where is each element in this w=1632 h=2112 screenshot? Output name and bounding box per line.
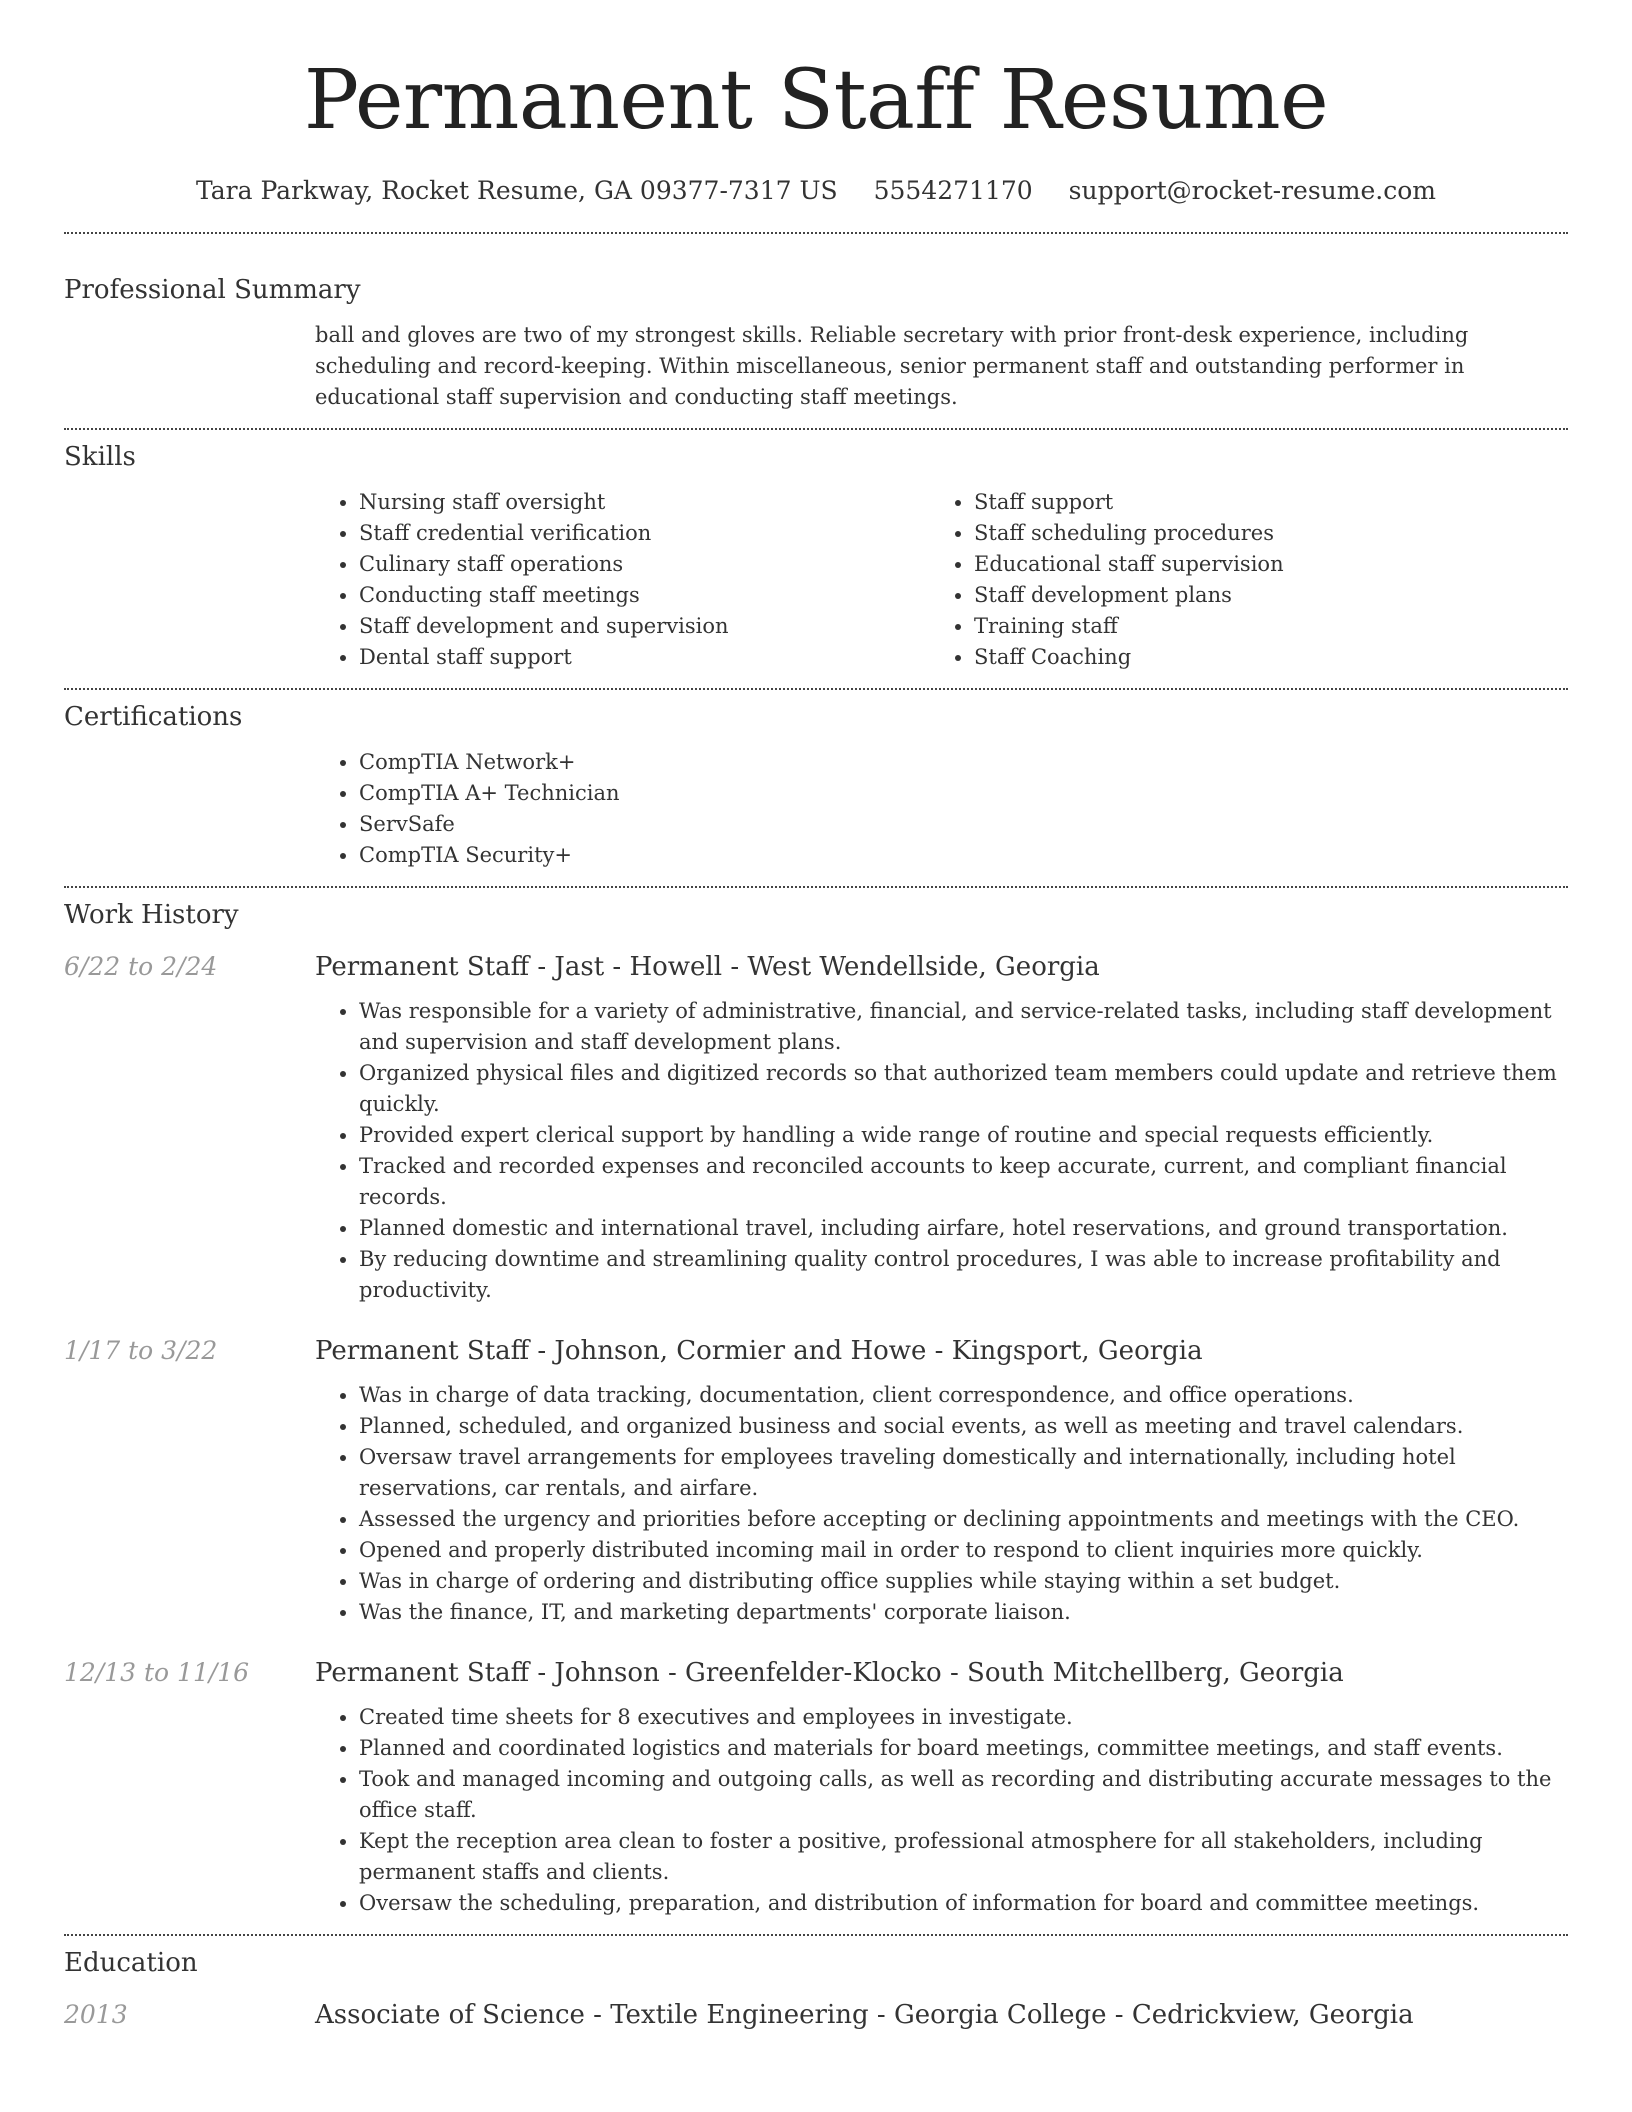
certification-item: • CompTIA Network+: [359, 747, 1568, 778]
education-entry: [64, 2000, 1568, 2030]
certification-item: • CompTIA Security+: [359, 840, 1568, 871]
job-dates: 6/22 to 2/24: [64, 952, 218, 982]
job-bullet: • Was responsible for a variety of administrative, financial, and service-related tasks, including staff development and supervision and staff development plans.: [359, 996, 1575, 1058]
job-bullet: • Provided expert clerical support by handling a wide range of routine and special requests efficiently.: [359, 1120, 1575, 1151]
summary-text: ball and gloves are two of my strongest skills. Reliable secretary with prior front-desk experience, including scheduling and record-keeping. Within miscellaneous, senior permanent staff and outstanding performer in educational staff supervision and conducting staff meetings.: [315, 323, 1469, 410]
skill-item: • Staff Coaching: [974, 642, 1545, 673]
job-bullet: • Planned and coordinated logistics and materials for board meetings, committee meetings, and staff events.: [359, 1733, 1575, 1764]
job-bullet-list: [315, 996, 1575, 1306]
job-header: [64, 952, 1568, 982]
certification-item: • ServSafe: [359, 809, 1568, 840]
work-history-jobs: [64, 952, 1568, 1919]
skills-columns: [315, 487, 1568, 673]
job-title: Permanent Staff - Jast - Howell - West Wendellside, Georgia: [315, 952, 1100, 983]
certification-item: • CompTIA A+ Technician: [359, 778, 1568, 809]
education-entries: [64, 2000, 1568, 2030]
job-bullet: • Kept the reception area clean to foster a positive, professional atmosphere for all stakeholders, including permanent staffs and clients.: [359, 1826, 1575, 1888]
certifications-list: [315, 747, 1568, 871]
job-bullet: • Opened and properly distributed incoming mail in order to respond to client inquiries more quickly.: [359, 1535, 1575, 1566]
job-bullet: • By reducing downtime and streamlining quality control procedures, I was able to increase profitability and productivity.: [359, 1244, 1575, 1306]
resume-title: Permanent Staff Resume: [303, 53, 1329, 148]
job-bullet: • Was in charge of data tracking, documentation, client correspondence, and office operations.: [359, 1380, 1575, 1411]
section-heading-work-history: Work History: [64, 900, 239, 931]
job-bullet: • Oversaw travel arrangements for employees traveling domestically and internationally, including hotel reservations, car rentals, and airfare.: [359, 1442, 1575, 1504]
contact-email: support@rocket-resume.com: [1068, 176, 1436, 206]
skill-item: • Culinary staff operations: [359, 549, 930, 580]
section-summary: [64, 234, 1568, 413]
skill-item: • Training staff: [974, 611, 1545, 642]
job-dates: 12/13 to 11/16: [64, 1658, 250, 1688]
skill-item: • Conducting staff meetings: [359, 580, 930, 611]
job-entry: [64, 952, 1568, 1306]
skill-item: • Educational staff supervision: [974, 549, 1545, 580]
section-work-history: [64, 888, 1568, 1919]
job-bullet: • Assessed the urgency and priorities before accepting or declining appointments and meetings with the CEO.: [359, 1504, 1575, 1535]
skill-item: • Staff development plans: [974, 580, 1545, 611]
job-bullet: • Organized physical files and digitized records so that authorized team members could update and retrieve them quickly.: [359, 1058, 1575, 1120]
education-dates: 2013: [64, 2000, 128, 2030]
job-header: [64, 1658, 1568, 1688]
section-heading-skills: Skills: [64, 442, 136, 473]
certifications-content: [315, 747, 1568, 871]
job-bullet: • Took and managed incoming and outgoing calls, as well as recording and distributing accurate messages to the office staff.: [359, 1764, 1575, 1826]
job-bullet: • Was the finance, IT, and marketing departments' corporate liaison.: [359, 1597, 1575, 1628]
job-entry: [64, 1658, 1568, 1919]
job-entry: [64, 1336, 1568, 1628]
section-heading-summary: Professional Summary: [64, 275, 361, 306]
job-bullet: • Oversaw the scheduling, preparation, and distribution of information for board and committee meetings.: [359, 1888, 1575, 1919]
job-bullet: • Was in charge of ordering and distributing office supplies while staying within a set budget.: [359, 1566, 1575, 1597]
job-title: Permanent Staff - Johnson - Greenfelder-Klocko - South Mitchellberg, Georgia: [315, 1658, 1344, 1689]
section-heading-education: Education: [64, 1948, 198, 1979]
contact-address: Tara Parkway, Rocket Resume, GA 09377-7317 US: [196, 176, 838, 206]
job-header: [64, 1336, 1568, 1366]
skill-item: • Dental staff support: [359, 642, 930, 673]
job-bullet: • Tracked and recorded expenses and reconciled accounts to keep accurate, current, and compliant financial records.: [359, 1151, 1575, 1213]
section-heading-certifications: Certifications: [64, 702, 243, 733]
resume-header: [64, 0, 1568, 205]
job-bullet: • Planned domestic and international travel, including airfare, hotel reservations, and ground transportation.: [359, 1213, 1575, 1244]
section-skills: [64, 430, 1568, 673]
skills-list-left: [315, 487, 930, 673]
contact-line: [64, 176, 1568, 205]
skill-item: • Staff credential verification: [359, 518, 930, 549]
skill-item: • Nursing staff oversight: [359, 487, 930, 518]
skills-list-right: [930, 487, 1545, 673]
skill-item: • Staff development and supervision: [359, 611, 930, 642]
skill-item: • Staff support: [974, 487, 1545, 518]
skill-item: • Staff scheduling procedures: [974, 518, 1545, 549]
resume-page: [64, 0, 1568, 2030]
section-education: [64, 1936, 1568, 2030]
job-bullet: • Created time sheets for 8 executives and employees in investigate.: [359, 1702, 1575, 1733]
job-bullet-list: [315, 1702, 1575, 1919]
job-dates: 1/17 to 3/22: [64, 1336, 218, 1366]
contact-phone: 5554271170: [873, 176, 1033, 206]
job-bullet-list: [315, 1380, 1575, 1628]
job-bullet: • Planned, scheduled, and organized business and social events, as well as meeting and travel calendars.: [359, 1411, 1575, 1442]
job-title: Permanent Staff - Johnson, Cormier and Howe - Kingsport, Georgia: [315, 1336, 1203, 1367]
section-certifications: [64, 690, 1568, 871]
education-title: Associate of Science - Textile Engineering - Georgia College - Cedrickview, Georgia: [315, 2000, 1414, 2031]
